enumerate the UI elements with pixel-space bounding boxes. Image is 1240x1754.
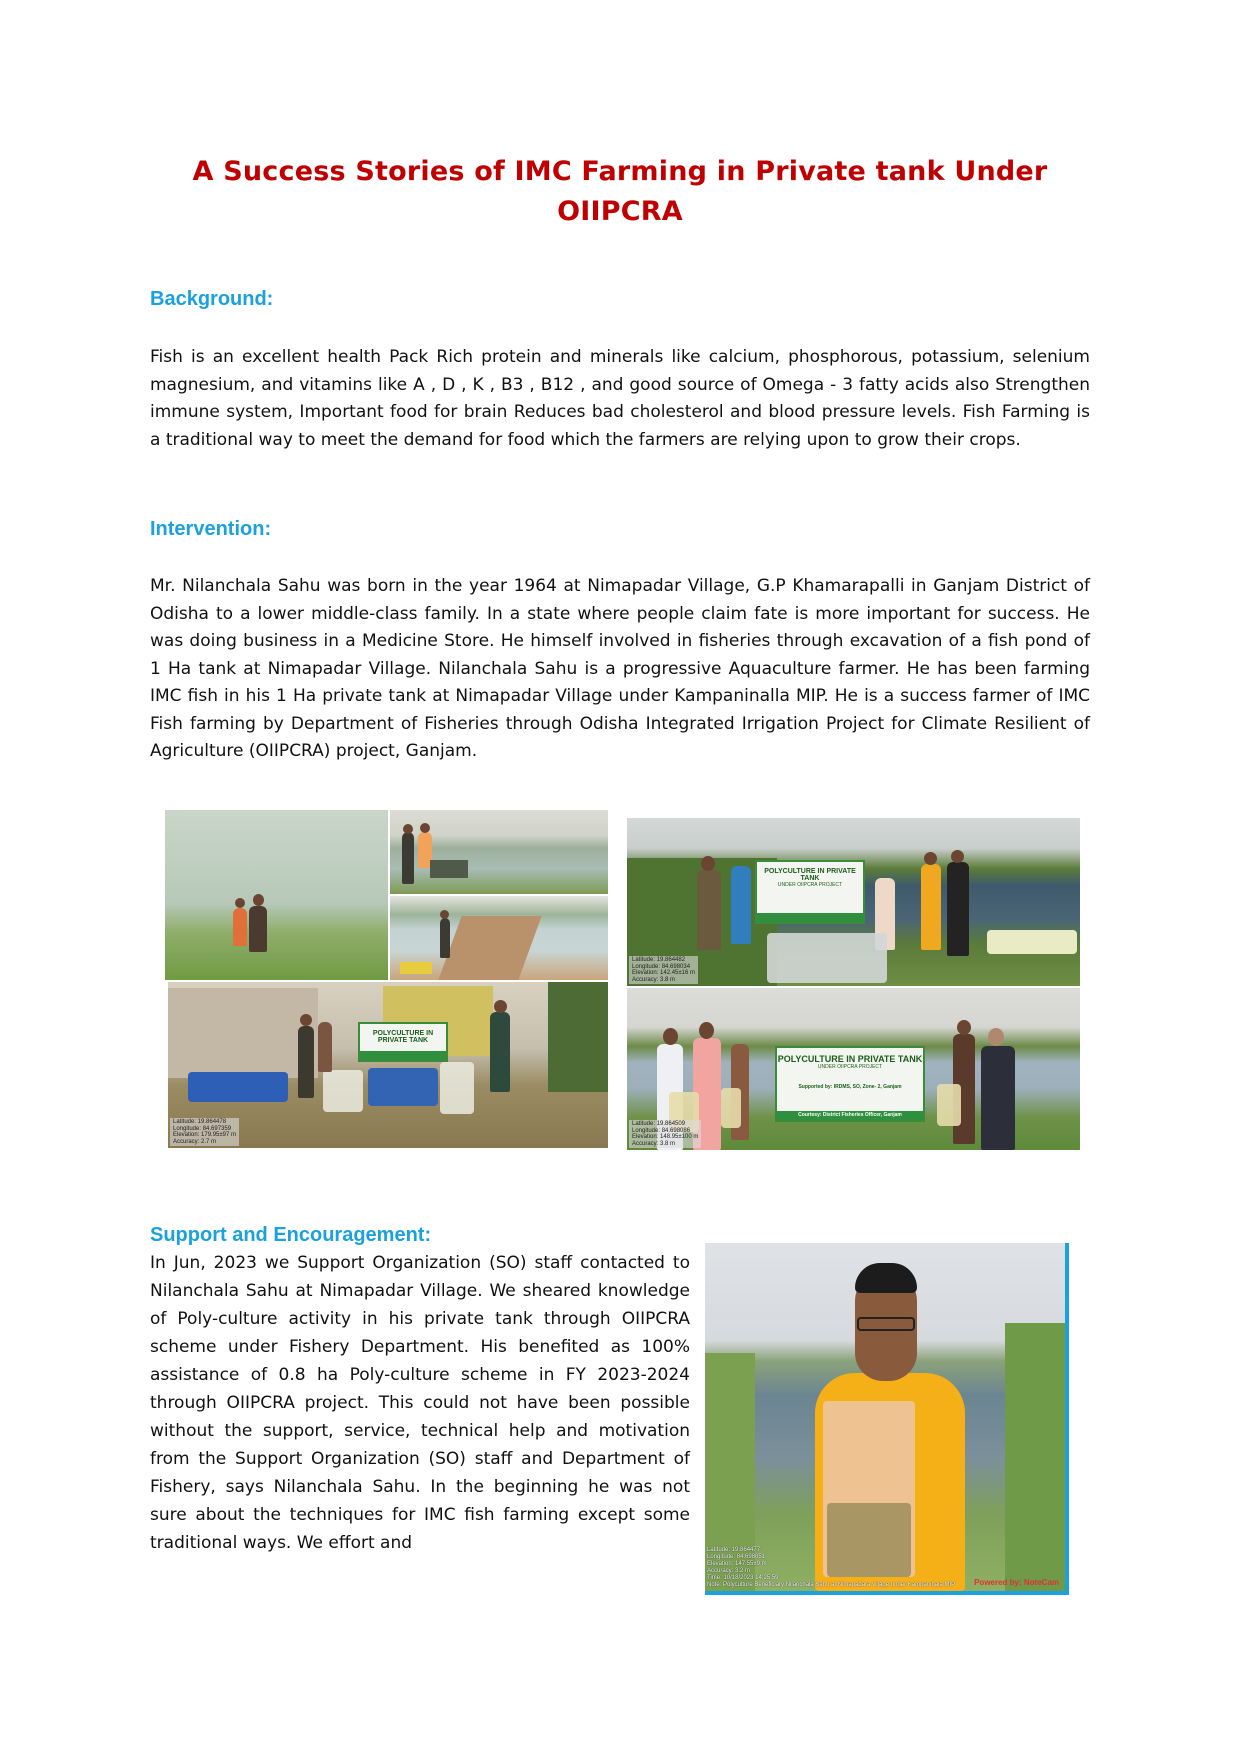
geotag-release-1: Latitude: 19.864482 Longitude: 84.698034 Elevation: 142.45±16 m Accuracy: 3.8 m: [629, 956, 698, 984]
photo-pond-inspection: [165, 810, 388, 980]
banner-text: POLYCULTURE IN PRIVATE TANK: [372, 1030, 434, 1044]
photo-fingerling-release-1: [627, 818, 1080, 986]
banner-release-1: [755, 860, 865, 924]
banner-courtesy: Courtesy: District Fisheries Officer, Ganjam: [777, 1111, 923, 1120]
banner-subtext: UNDER OIIPCRA PROJECT: [817, 1064, 883, 1070]
intervention-paragraph: Mr. Nilanchala Sahu was born in the year 1964 at Nimapadar Village, G.P Khamarapalli in Ganjam District of Odisha to a lower middle-class family. In a state where people claim fate is more important for success. He was doing business in a Medicine Store. He himself involved in fisheries through excavation of a fish pond of 1 Ha tank at Nimapadar Village. Nilanchala Sahu is a progressive Aquaculture farmer. He has been farming IMC fish in his 1 Ha private tank at Nimapadar Village under Kampaninalla MIP. He is a success farmer of IMC Fish farming by Department of Fisheries through Odisha Integrated Irrigation Project for Climate Resilient of Agriculture (OIIPCRA) project, Ganjam.: [150, 576, 1090, 761]
geotag-portrait: Latitude: 19.864477 Longitude: 84.698051 Elevation: 147.55±9 m Accuracy: 3.2 m Time: 10/18/2023 14:25:59 Note: Polyculture Beneficiary Nilanchala Sahu at Nimapadara village under Kampaninala MIP: [707, 1547, 956, 1588]
photo-beneficiary-portrait: [705, 1243, 1069, 1595]
banner-support: Supported by: IRDMS, SO, Zone- 2, Ganjam: [798, 1084, 902, 1090]
support-paragraph: In Jun, 2023 we Support Organization (SO) staff contacted to Nilanchala Sahu at Nimapadar Village. We sheared knowledge of Poly-culture activity in his private tank through OIIPCRA scheme under Fishery Department. His benefited as 100% assistance of 0.8 ha Poly-culture scheme in FY 2023-2024 through OIIPCRA project. This could not have been possible without the support, service, technical help and motivation from the Support Organization (SO) staff and Department of Fishery, says Nilanchala Sahu. In the beginning he was not sure about the techniques for IMC fish farming except some traditional ways. We effort and: [150, 1253, 690, 1553]
banner-feed-delivery: [358, 1022, 448, 1062]
title-line-2: OIIPCRA: [557, 196, 683, 227]
support-heading: Support and Encouragement:: [150, 1224, 432, 1246]
banner-subtext: UNDER OIIPCRA PROJECT: [777, 882, 843, 888]
photo-fingerling-release-2: [627, 988, 1080, 1150]
banner-text: POLYCULTURE IN PRIVATE TANK: [777, 1054, 923, 1064]
geotag-release-2: Latitude: 19.864509 Longitude: 84.698086 Elevation: 148.95±100 m Accuracy: 3.8 m: [629, 1120, 701, 1148]
background-paragraph: Fish is an excellent health Pack Rich protein and minerals like calcium, phosphorous, potassium, selenium magnesium, and vitamins like A , D , K , B3 , B12 , and good source of Omega - 3 fatty acids also Strengthen immune system, Important food for brain Reduces bad cholesterol and blood pressure levels. Fish Farming is a traditional way to meet the demand for food which the farmers are relying upon to grow their crops.: [150, 347, 1090, 450]
background-heading: Background:: [150, 288, 274, 310]
photo-embankment-cart: [390, 896, 608, 980]
banner-release-2: [775, 1046, 925, 1122]
banner-text: POLYCULTURE IN PRIVATE TANK: [764, 868, 856, 882]
geotag-feed-delivery: Latitude: 19.864478 Longitude: 84.697359 Elevation: 179.95±97 m Accuracy: 2.7 m: [170, 1118, 239, 1146]
title-line-1: A Success Stories of IMC Farming in Private tank Under: [192, 156, 1048, 187]
photo-cart-handover: [390, 810, 608, 894]
photo-feed-delivery: [168, 982, 608, 1148]
watermark-notecam: Powered by: NoteCam: [974, 1578, 1059, 1587]
intervention-heading: Intervention:: [150, 518, 272, 540]
document-title: [150, 152, 1090, 232]
